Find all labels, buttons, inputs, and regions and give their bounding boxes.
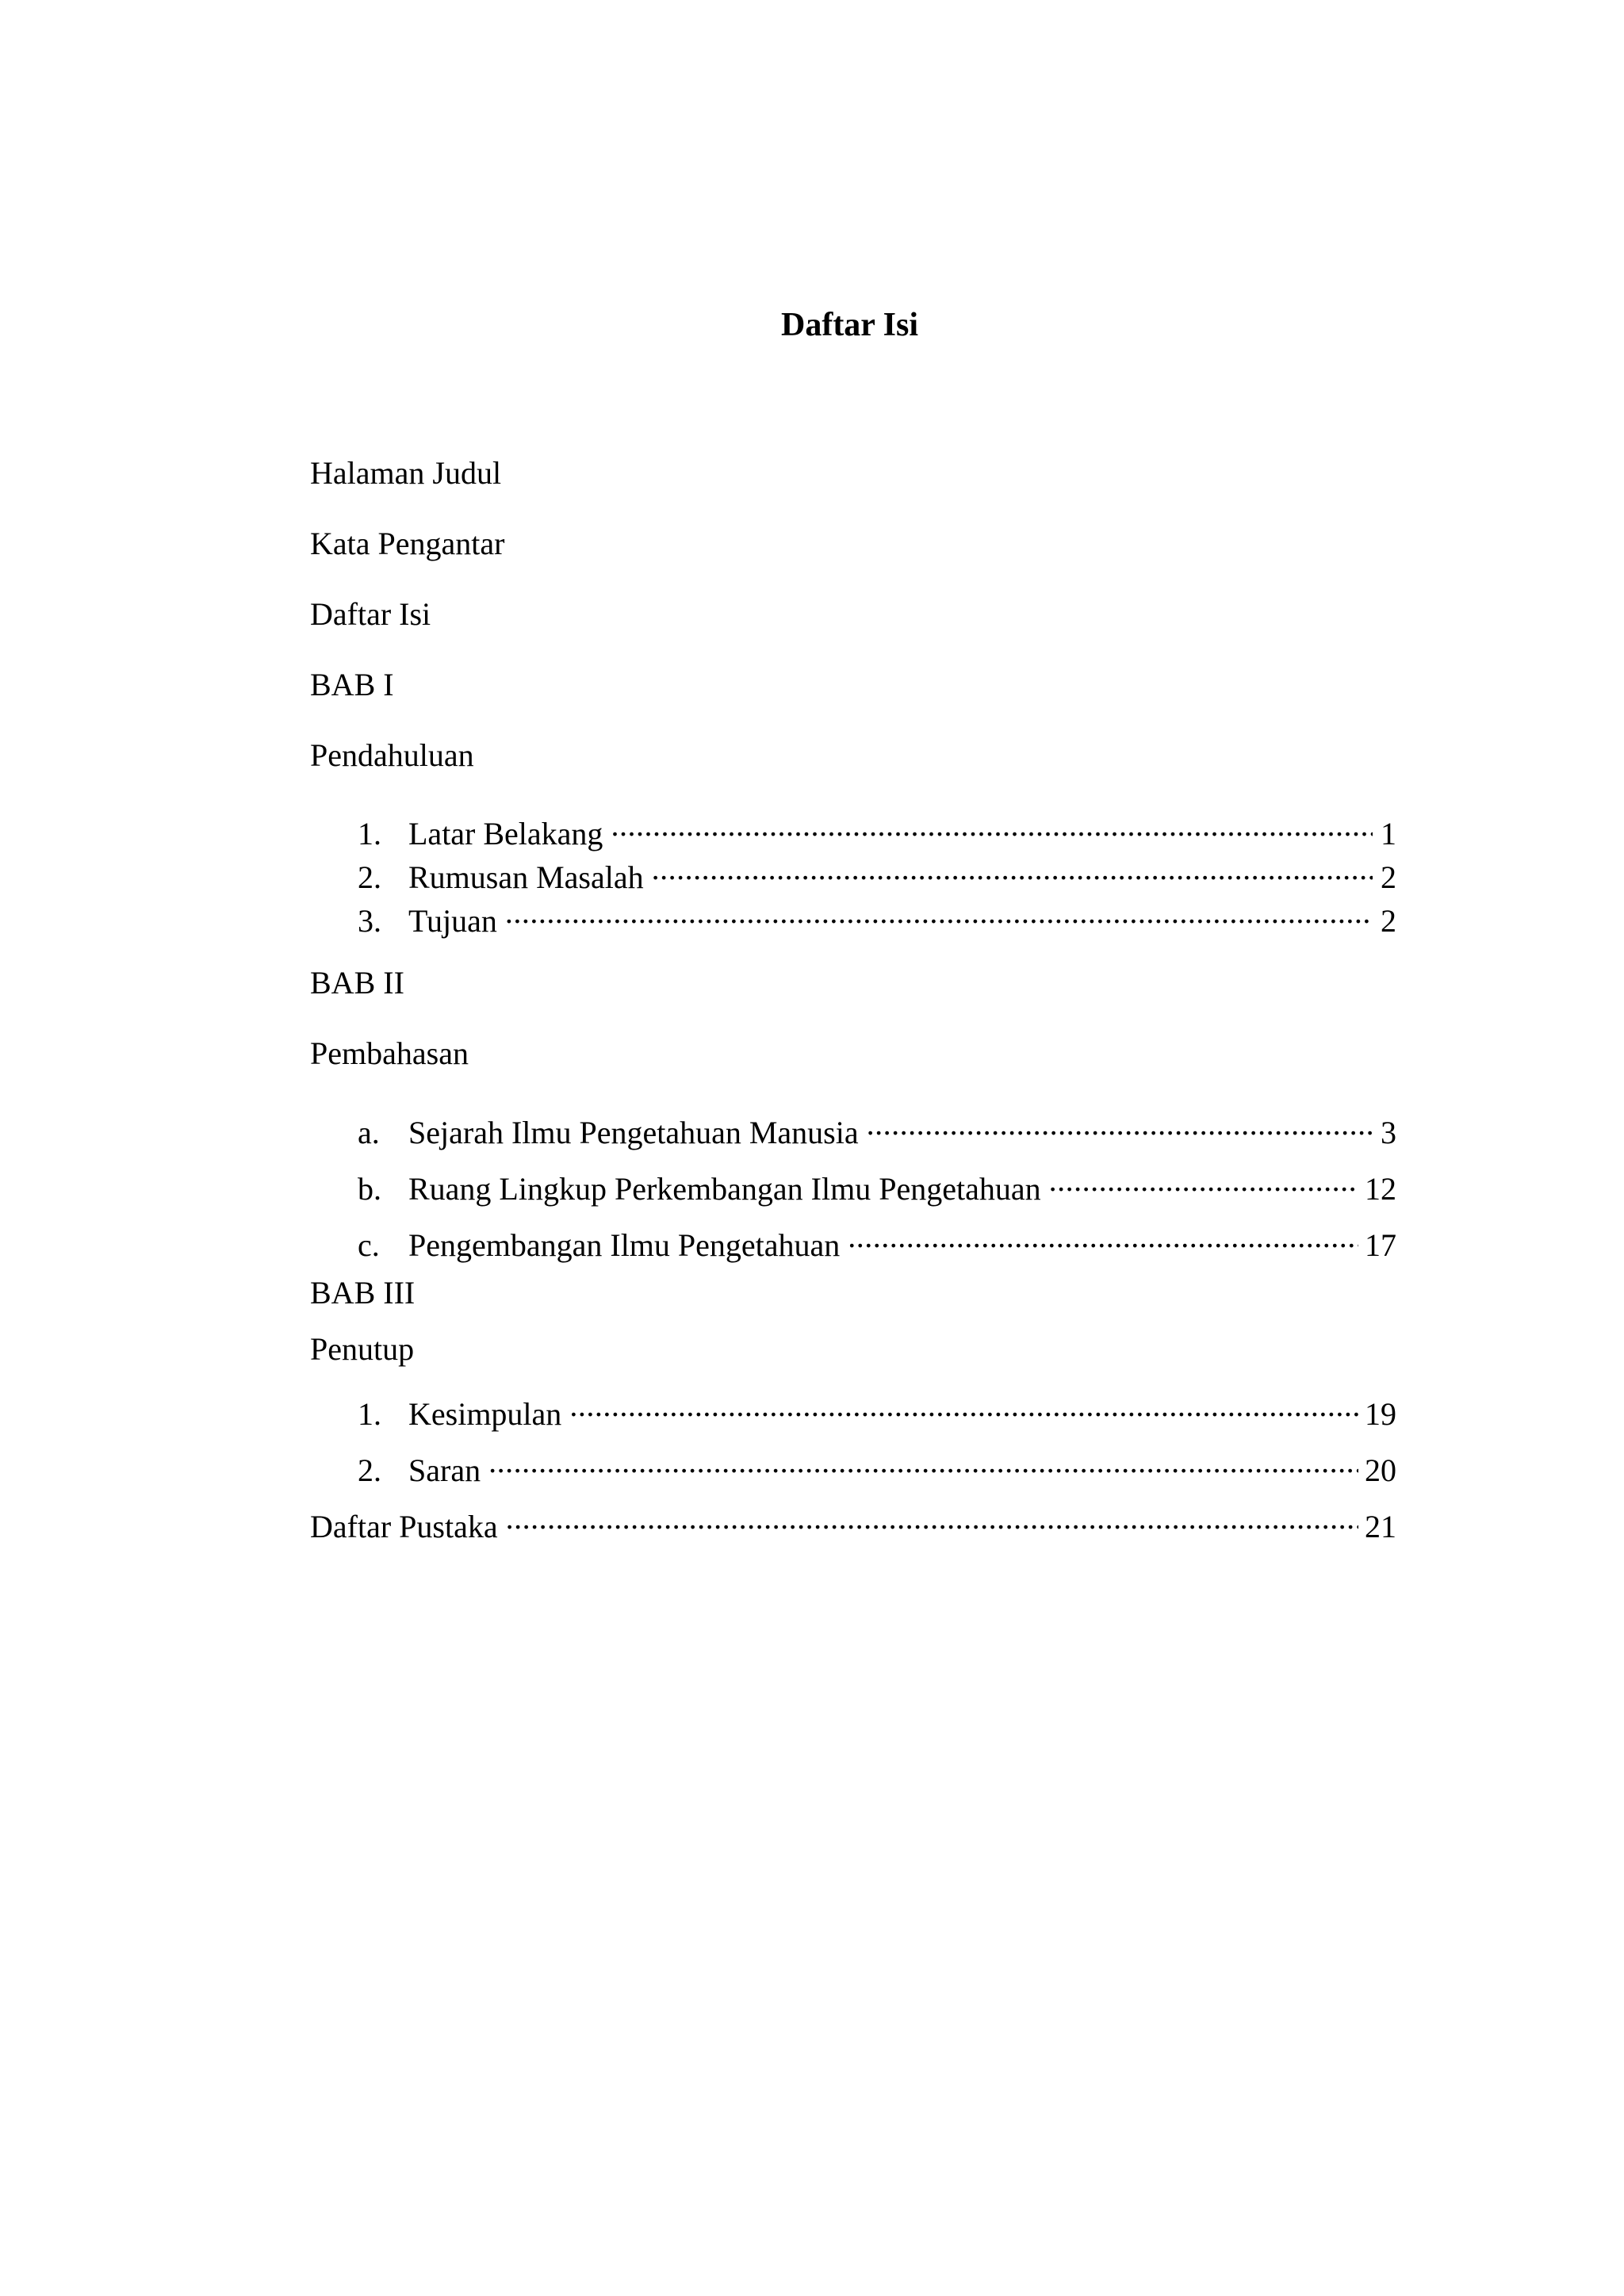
dot-leader (488, 1443, 1358, 1481)
toc-text: Kesimpulan (408, 1396, 562, 1432)
toc-row (358, 1443, 1396, 1488)
toc-page-number: 21 (1365, 1509, 1396, 1544)
toc-row (358, 850, 1396, 895)
toc-text: Daftar Pustaka (310, 1509, 498, 1544)
toc-text: Ruang Lingkup Perkembangan Ilmu Pengetahuan (408, 1171, 1041, 1207)
toc-text: Latar Belakang (408, 816, 603, 851)
toc-page-number: 3 (1381, 1115, 1396, 1150)
toc-marker: a. (358, 1115, 380, 1150)
dot-leader (848, 1218, 1358, 1256)
chapter-heading-penutup: Penutup (310, 1331, 415, 1367)
toc-entry-daftar-isi: Daftar Isi (310, 596, 431, 632)
chapter-label-bab-2: BAB II (310, 965, 404, 1001)
toc-row (358, 1105, 1396, 1150)
toc-row (358, 894, 1396, 939)
page-title: Daftar Isi (781, 307, 919, 343)
toc-marker: 1. (358, 1396, 381, 1432)
dot-leader (1049, 1161, 1358, 1200)
toc-page-number: 1 (1381, 816, 1396, 851)
toc-page-number: 19 (1365, 1396, 1396, 1432)
toc-marker: b. (358, 1171, 381, 1207)
toc-page-number: 20 (1365, 1452, 1396, 1488)
toc-text: Saran (408, 1452, 481, 1488)
dot-leader (867, 1105, 1373, 1143)
toc-row (358, 1161, 1396, 1207)
toc-entry-halaman-judul: Halaman Judul (310, 455, 502, 491)
toc-entry-kata-pengantar: Kata Pengantar (310, 526, 505, 561)
toc-row-daftar-pustaka (310, 1499, 1396, 1544)
toc-row (358, 1218, 1396, 1263)
toc-text: Rumusan Masalah (408, 859, 644, 895)
toc-text: Sejarah Ilmu Pengetahuan Manusia (408, 1115, 859, 1150)
toc-marker: 2. (358, 859, 381, 895)
toc-text: Tujuan (408, 903, 497, 939)
chapter-label-bab-3: BAB III (310, 1275, 416, 1311)
dot-leader (652, 850, 1373, 888)
toc-page-number: 17 (1365, 1227, 1396, 1263)
dot-leader (505, 894, 1373, 932)
toc-page-number: 2 (1381, 903, 1396, 939)
toc-marker: 1. (358, 816, 381, 851)
chapter-label-bab-1: BAB I (310, 667, 394, 702)
dot-leader (506, 1499, 1358, 1537)
toc-page-number: 12 (1365, 1171, 1396, 1207)
dot-leader (569, 1387, 1358, 1425)
toc-page-number: 2 (1381, 859, 1396, 895)
dot-leader (611, 806, 1373, 844)
chapter-heading-pembahasan: Pembahasan (310, 1035, 469, 1071)
toc-row (358, 806, 1396, 851)
toc-row (358, 1387, 1396, 1432)
toc-text: Pengembangan Ilmu Pengetahuan (408, 1227, 841, 1263)
chapter-heading-pendahuluan: Pendahuluan (310, 737, 474, 773)
toc-marker: 3. (358, 903, 381, 939)
toc-marker: 2. (358, 1452, 381, 1488)
toc-marker: c. (358, 1227, 380, 1263)
